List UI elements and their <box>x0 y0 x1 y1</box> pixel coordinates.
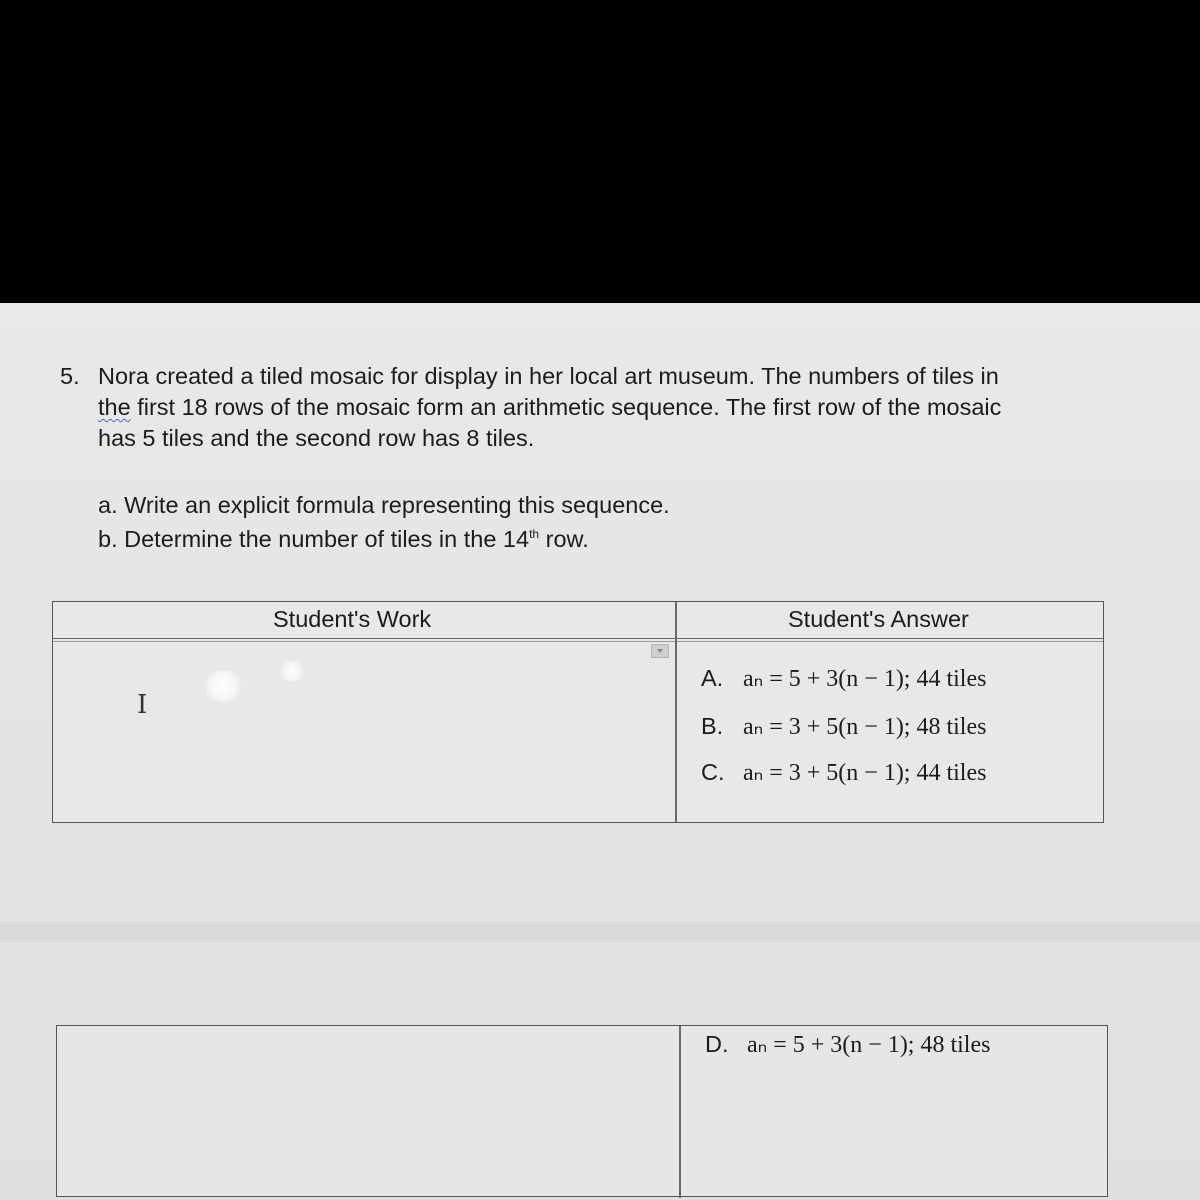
question-line-3: has 5 tiles and the second row has 8 tiles. <box>98 425 535 451</box>
chevron-down-icon[interactable] <box>651 644 669 658</box>
choice-c[interactable] <box>701 758 986 787</box>
question-parts <box>98 488 670 556</box>
screen-glare <box>203 670 243 702</box>
choice-letter: D. <box>705 1031 729 1057</box>
header-divider <box>53 638 1103 639</box>
question-line-1: Nora created a tiled mosaic for display in her local art museum. The numbers of tiles in <box>98 363 999 389</box>
student-work-cell[interactable] <box>53 642 673 822</box>
choice-b[interactable] <box>701 712 986 741</box>
choice-letter: B. <box>701 713 724 739</box>
part-a: a. Write an explicit formula representing this sequence. <box>98 492 670 518</box>
question-number: 5. <box>60 363 80 389</box>
choice-formula: aₙ = 5 + 3(n − 1); 44 tiles <box>743 666 987 692</box>
part-b: b. Determine the number of tiles in the 14th row. <box>98 526 589 552</box>
answer-table-continued <box>56 1025 1108 1197</box>
student-work-header: Student's Work <box>273 606 432 632</box>
screen-glare-small <box>279 660 305 682</box>
answer-table <box>52 601 1104 823</box>
column-divider <box>679 1026 681 1198</box>
student-work-cell-continued[interactable] <box>57 1026 677 1196</box>
student-answer-header: Student's Answer <box>788 606 969 632</box>
question-line-2-rest: first 18 rows of the mosaic form an arithmetic sequence. The first row of the mosaic <box>130 394 1002 420</box>
choice-formula: aₙ = 3 + 5(n − 1); 48 tiles <box>743 714 987 740</box>
question-line-2 <box>98 392 1118 423</box>
choice-letter: A. <box>701 665 724 691</box>
spellcheck-underline: the <box>98 394 131 420</box>
i-beam-cursor-icon: I <box>137 690 148 720</box>
page-band <box>0 923 1200 941</box>
choice-formula: aₙ = 5 + 3(n − 1); 48 tiles <box>747 1032 991 1058</box>
choice-formula: aₙ = 3 + 5(n − 1); 44 tiles <box>743 760 987 786</box>
choice-a[interactable] <box>701 664 986 693</box>
question-text <box>98 361 1118 454</box>
column-divider <box>675 602 677 822</box>
choice-letter: C. <box>701 759 725 785</box>
choice-d[interactable] <box>705 1030 990 1059</box>
worksheet-page <box>0 303 1200 1200</box>
